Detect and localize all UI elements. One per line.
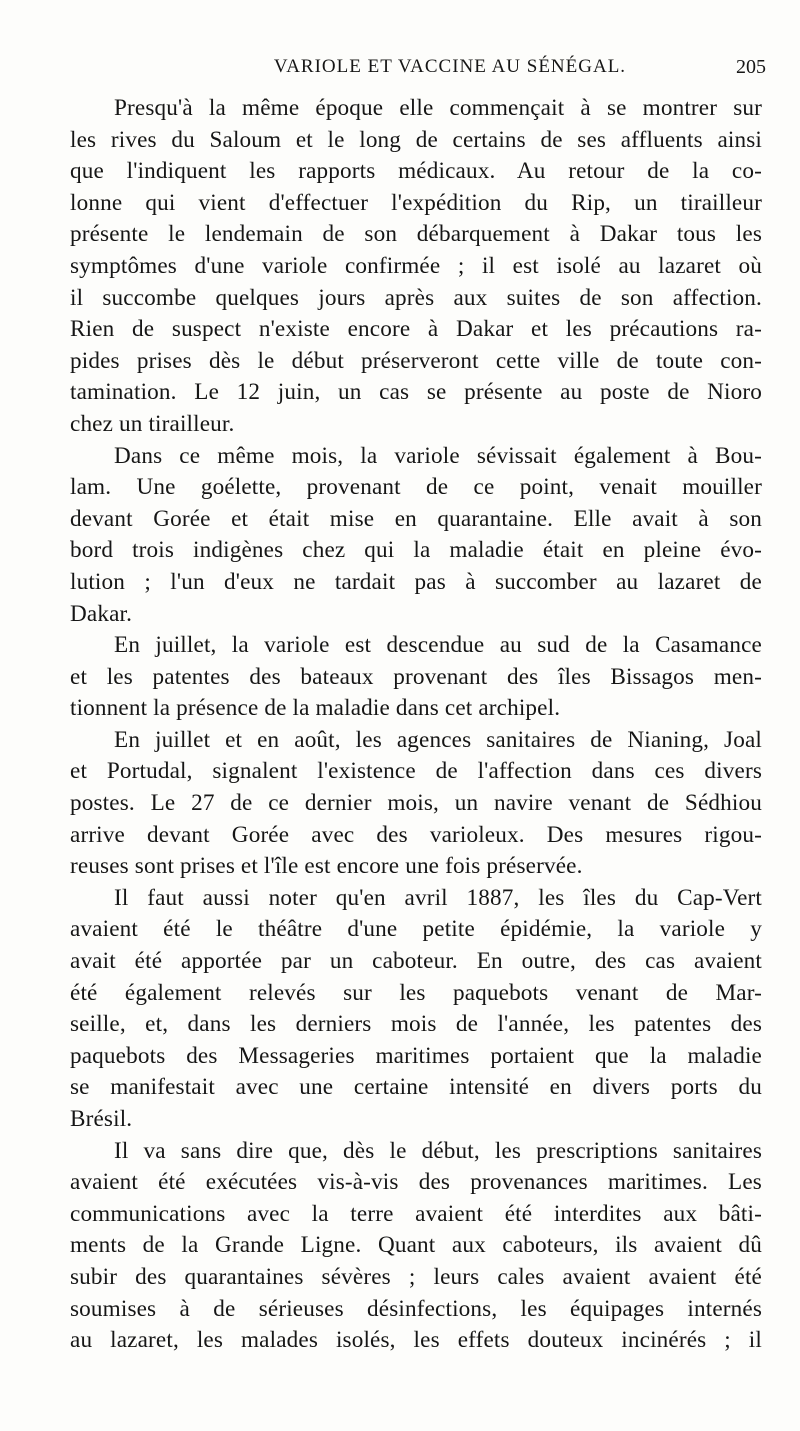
text-line: Il faut aussi noter qu'en avril 1887, les îles du Cap-Vert xyxy=(114,884,762,911)
text-line: En juillet et en août, les agences sanitaires de Nianing, Joal xyxy=(114,726,762,753)
text-line: que l'indiquent les rapports médicaux. Au retour de la co- xyxy=(70,158,762,185)
text-line: et Portudal, signalent l'existence de l'affection dans ces divers xyxy=(70,758,762,785)
running-header xyxy=(86,56,766,86)
text-line: il succombe quelques jours après aux suites de son affection. xyxy=(70,284,762,311)
text-line: les rives du Saloum et le long de certains de ses affluents ainsi xyxy=(70,126,762,153)
text-line: arrive devant Gorée avec des varioleux. Des mesures rigou- xyxy=(70,821,762,848)
text-line: tamination. Le 12 juin, un cas se présente au poste de Nioro xyxy=(70,379,762,406)
paragraph xyxy=(70,1136,762,1357)
text-line: tionnent la présence de la maladie dans cet archipel. xyxy=(70,695,561,722)
paragraph xyxy=(70,883,762,1136)
text-line: avait été apportée par un caboteur. En outre, des cas avaient xyxy=(70,948,762,975)
text-line: présente le lendemain de son débarquement à Dakar tous les xyxy=(70,221,762,248)
text-line: lam. Une goélette, provenant de ce point, venait mouiller xyxy=(70,474,762,501)
text-line: bord trois indigènes chez qui la maladie était en pleine évo- xyxy=(70,537,762,564)
text-line: subir des quarantaines sévères ; leurs cales avaient avaient été xyxy=(70,1263,762,1290)
paragraph xyxy=(70,725,762,883)
text-line: En juillet, la variole est descendue au sud de la Casamance xyxy=(114,632,762,659)
text-line: au lazaret, les malades isolés, les effets douteux incinérés ; il xyxy=(70,1327,762,1354)
text-line: Dans ce même mois, la variole sévissait également à Bou- xyxy=(114,442,762,469)
text-line: seille, et, dans les derniers mois de l'année, les patentes des xyxy=(70,1011,762,1038)
text-line: lution ; l'un d'eux ne tardait pas à succomber au lazaret de xyxy=(70,568,762,595)
text-line: Rien de suspect n'existe encore à Dakar et les précautions ra- xyxy=(70,316,762,343)
text-line: avaient été le théâtre d'une petite épidémie, la variole y xyxy=(70,916,762,943)
text-line: été également relevés sur les paquebots venant de Mar- xyxy=(70,979,762,1006)
text-line: communications avec la terre avaient été interdites aux bâti- xyxy=(70,1200,762,1227)
text-line: postes. Le 27 de ce dernier mois, un navire venant de Sédhiou xyxy=(70,790,762,817)
running-title: VARIOLE ET VACCINE AU SÉNÉGAL. xyxy=(273,56,627,77)
paragraph xyxy=(70,441,762,631)
text-line: chez un tirailleur. xyxy=(70,410,235,437)
body-text xyxy=(70,93,762,1357)
text-line: paquebots des Messageries maritimes portaient que la maladie xyxy=(70,1042,762,1069)
text-line: pides prises dès le début préserveront cette ville de toute con- xyxy=(70,347,762,374)
text-line: soumises à de sérieuses désinfections, les équipages internés xyxy=(70,1295,762,1322)
page-number: 205 xyxy=(736,56,766,78)
text-line: avaient été exécutées vis-à-vis des provenances maritimes. Les xyxy=(70,1169,762,1196)
text-line: ments de la Grande Ligne. Quant aux caboteurs, ils avaient dû xyxy=(70,1232,762,1259)
text-line: reuses sont prises et l'île est encore une fois préservée. xyxy=(70,853,583,880)
text-line: et les patentes des bateaux provenant des îles Bissagos men- xyxy=(70,663,762,690)
text-line: lonne qui vient d'effectuer l'expédition du Rip, un tirailleur xyxy=(70,189,762,216)
paragraph xyxy=(70,630,762,725)
text-line: symptômes d'une variole confirmée ; il est isolé au lazaret où xyxy=(70,252,762,279)
text-line: devant Gorée et était mise en quarantaine. Elle avait à son xyxy=(70,505,762,532)
text-line: Il va sans dire que, dès le début, les prescriptions sanitaires xyxy=(114,1137,762,1164)
text-line: Dakar. xyxy=(70,600,133,627)
paragraph xyxy=(70,93,762,441)
text-line: Presqu'à la même époque elle commençait à se montrer sur xyxy=(114,95,762,121)
text-line: se manifestait avec une certaine intensité en divers ports du xyxy=(70,1074,762,1101)
text-line: Brésil. xyxy=(70,1106,133,1132)
